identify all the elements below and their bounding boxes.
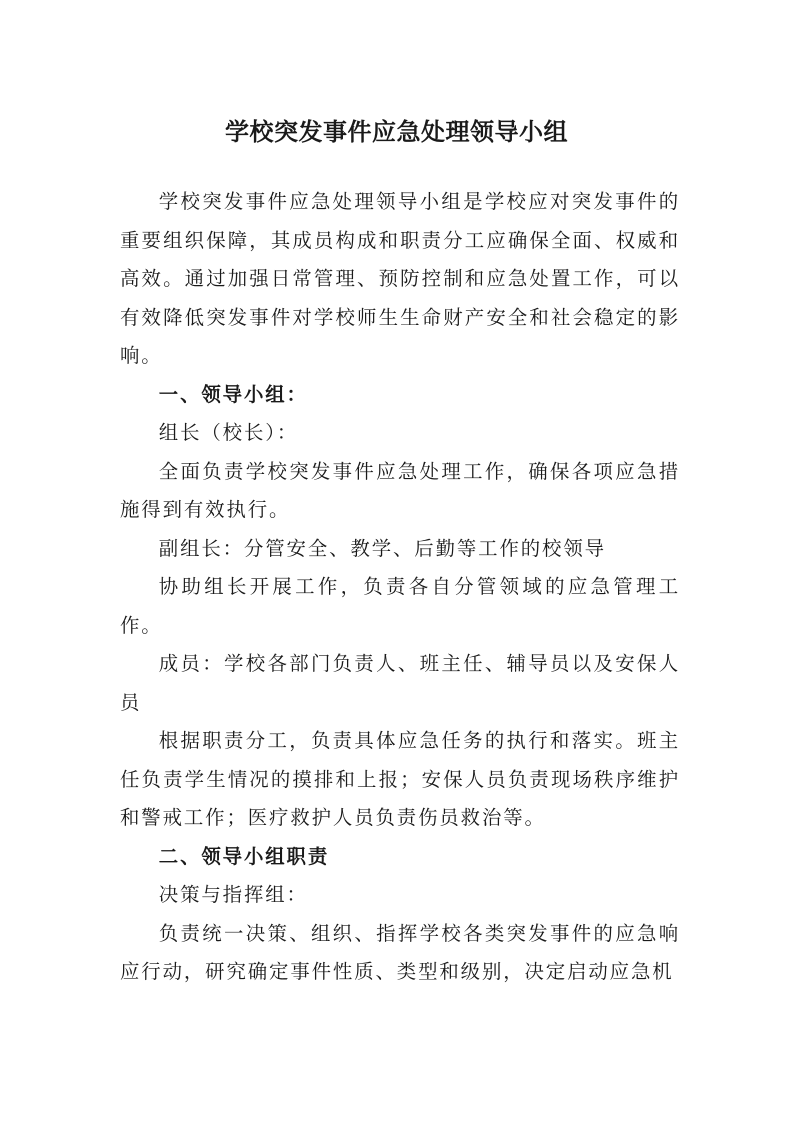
document-body	[120, 183, 680, 992]
deputy-leader-duty: 协助组长开展工作，负责各自分管领域的应急管理工作。	[120, 575, 680, 637]
members-duty: 根据职责分工，负责具体应急任务的执行和落实。班主任负责学生情况的摸排和上报；安保人员负责现场秩序维护和警戒工作；医疗救护人员负责伤员救治等。	[120, 729, 680, 829]
members-label: 成员：学校各部门负责人、班主任、辅导员以及安保人员	[120, 652, 680, 714]
section-heading-leadership-group: 一、领导小组：	[158, 382, 308, 406]
document-title: 学校突发事件应急处理领导小组	[225, 117, 568, 147]
deputy-leader-label: 副组长：分管安全、教学、后勤等工作的校领导	[158, 536, 606, 560]
command-group-duty: 负责统一决策、组织、指挥学校各类突发事件的应急响应行动，研究确定事件性质、类型和级别，决定启动应急机	[120, 921, 680, 983]
command-group-label: 决策与指挥组：	[158, 883, 308, 906]
group-leader-duty: 全面负责学校突发事件应急处理工作，确保各项应急措施得到有效执行。	[120, 459, 680, 521]
group-leader-label: 组长（校长）：	[158, 421, 299, 444]
section-heading-group-duties: 二、领导小组职责	[158, 844, 330, 868]
intro-paragraph: 学校突发事件应急处理领导小组是学校应对突发事件的重要组织保障，其成员构成和职责分工应确保全面、权威和高效。通过加强日常管理、预防控制和应急处置工作，可以有效降低突发事件对学校师生生命财产安全和社会稳定的影响。	[120, 190, 680, 367]
